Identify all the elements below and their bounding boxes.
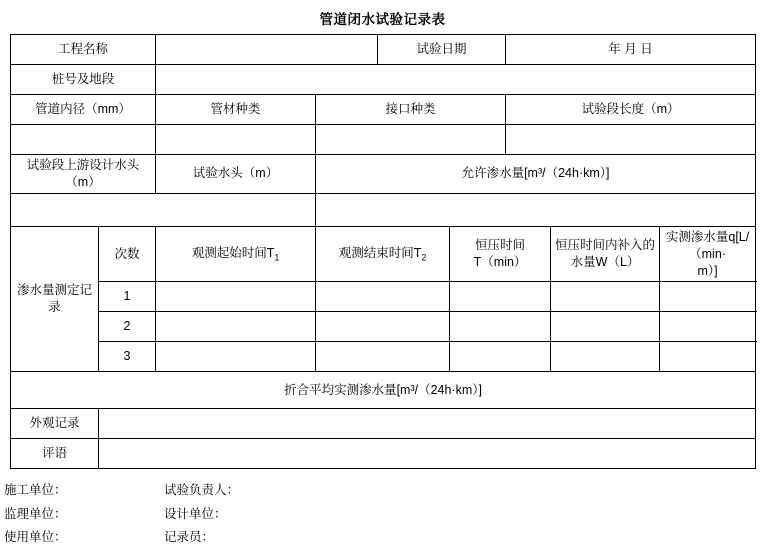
label-pile-section: 桩号及地段 [11, 65, 156, 95]
label-comment: 评语 [11, 439, 99, 469]
header-cp-line1: 恒压时间 [475, 238, 526, 253]
footer-user-unit: 使用单位： [4, 529, 67, 544]
value-pipe-material[interactable] [156, 125, 316, 155]
value-project-name[interactable] [156, 35, 378, 65]
label-allowable-leakage: 允许渗水量[m³/（24h·km）] [316, 155, 756, 194]
header-ml-line1: 实测渗水量q[L/（min· [665, 229, 750, 261]
record-measured-leakage[interactable] [660, 282, 756, 312]
record-cp-time[interactable] [450, 312, 551, 342]
record-end-time[interactable] [316, 312, 450, 342]
record-cp-time[interactable] [450, 282, 551, 312]
header-count: 次数 [99, 226, 156, 282]
table-row [11, 342, 756, 372]
record-end-time[interactable] [316, 342, 450, 372]
table-row [11, 372, 756, 409]
label-joint-type: 接口种类 [316, 95, 506, 125]
footer-supervision-unit: 监理单位： [4, 506, 67, 521]
value-appearance-record[interactable] [99, 409, 756, 439]
table-row [11, 312, 756, 342]
label-project-name: 工程名称 [11, 35, 156, 65]
record-measured-leakage[interactable] [660, 342, 756, 372]
table-row [11, 193, 756, 226]
header-constant-pressure-time [450, 226, 551, 282]
label-average-measured-leakage: 折合平均实测渗水量[m³/（24h·km）] [11, 372, 756, 409]
water-tightness-test-table [10, 34, 756, 469]
table-row [11, 282, 756, 312]
footer-row [4, 503, 765, 526]
table-row [11, 35, 756, 65]
record-no: 3 [99, 342, 156, 372]
footer-recorder: 记录员： [164, 529, 215, 544]
value-pile-section[interactable] [156, 65, 756, 95]
value-comment[interactable] [99, 439, 756, 469]
table-row [11, 95, 756, 125]
value-allowable-leakage[interactable] [316, 193, 756, 226]
footer-row [4, 526, 765, 549]
table-row [11, 155, 756, 194]
table-row [11, 439, 756, 469]
record-no: 2 [99, 312, 156, 342]
header-end-time: 观测结束时间$T_2$ [316, 226, 450, 282]
header-wa-line2: 水量W（L） [570, 255, 640, 270]
header-cp-line2: T（min） [473, 255, 527, 270]
table-row [11, 226, 756, 282]
footer-row [4, 479, 765, 502]
value-pipe-diameter[interactable] [11, 125, 156, 155]
table-row [11, 409, 756, 439]
label-pipe-diameter: 管道内径（mm） [11, 95, 156, 125]
label-pipe-material: 管材种类 [156, 95, 316, 125]
record-water-added[interactable] [551, 312, 660, 342]
record-water-added[interactable] [551, 342, 660, 372]
label-test-head: 试验水头（m） [156, 155, 316, 194]
record-water-added[interactable] [551, 282, 660, 312]
header-wa-line1: 恒压时间内补入的 [555, 238, 656, 253]
footer-test-leader: 试验负责人： [164, 483, 240, 498]
header-start-time: 观测起始时间$T_1$ [156, 226, 316, 282]
record-start-time[interactable] [156, 342, 316, 372]
record-end-time[interactable] [316, 282, 450, 312]
label-appearance-record: 外观记录 [11, 409, 99, 439]
label-test-length: 试验段长度（m） [506, 95, 756, 125]
footer-design-unit: 设计单位： [164, 506, 227, 521]
value-upstream-design-head[interactable] [11, 193, 316, 226]
footer-construction-unit: 施工单位： [4, 483, 67, 498]
value-test-date[interactable]: 年 月 日 [506, 35, 756, 65]
table-row [11, 125, 756, 155]
header-start-time-sub: 1 [274, 252, 280, 263]
signature-footer [4, 479, 765, 548]
label-leakage-record: 渗水量测定记录 [11, 226, 99, 372]
table-row [11, 65, 756, 95]
page-title: 管道闭水试验记录表 [319, 12, 446, 27]
header-water-added [551, 226, 660, 282]
record-start-time[interactable] [156, 282, 316, 312]
header-measured-leakage [660, 226, 756, 282]
value-joint-type[interactable] [316, 125, 506, 155]
record-cp-time[interactable] [450, 342, 551, 372]
header-end-time-sub: 2 [421, 252, 427, 263]
label-test-date: 试验日期 [378, 35, 506, 65]
record-no: 1 [99, 282, 156, 312]
value-test-length[interactable] [506, 125, 756, 155]
record-start-time[interactable] [156, 312, 316, 342]
record-measured-leakage[interactable] [660, 312, 756, 342]
header-ml-line2: m）] [697, 263, 718, 278]
label-upstream-design-head: 试验段上游设计水头（m） [11, 155, 156, 194]
